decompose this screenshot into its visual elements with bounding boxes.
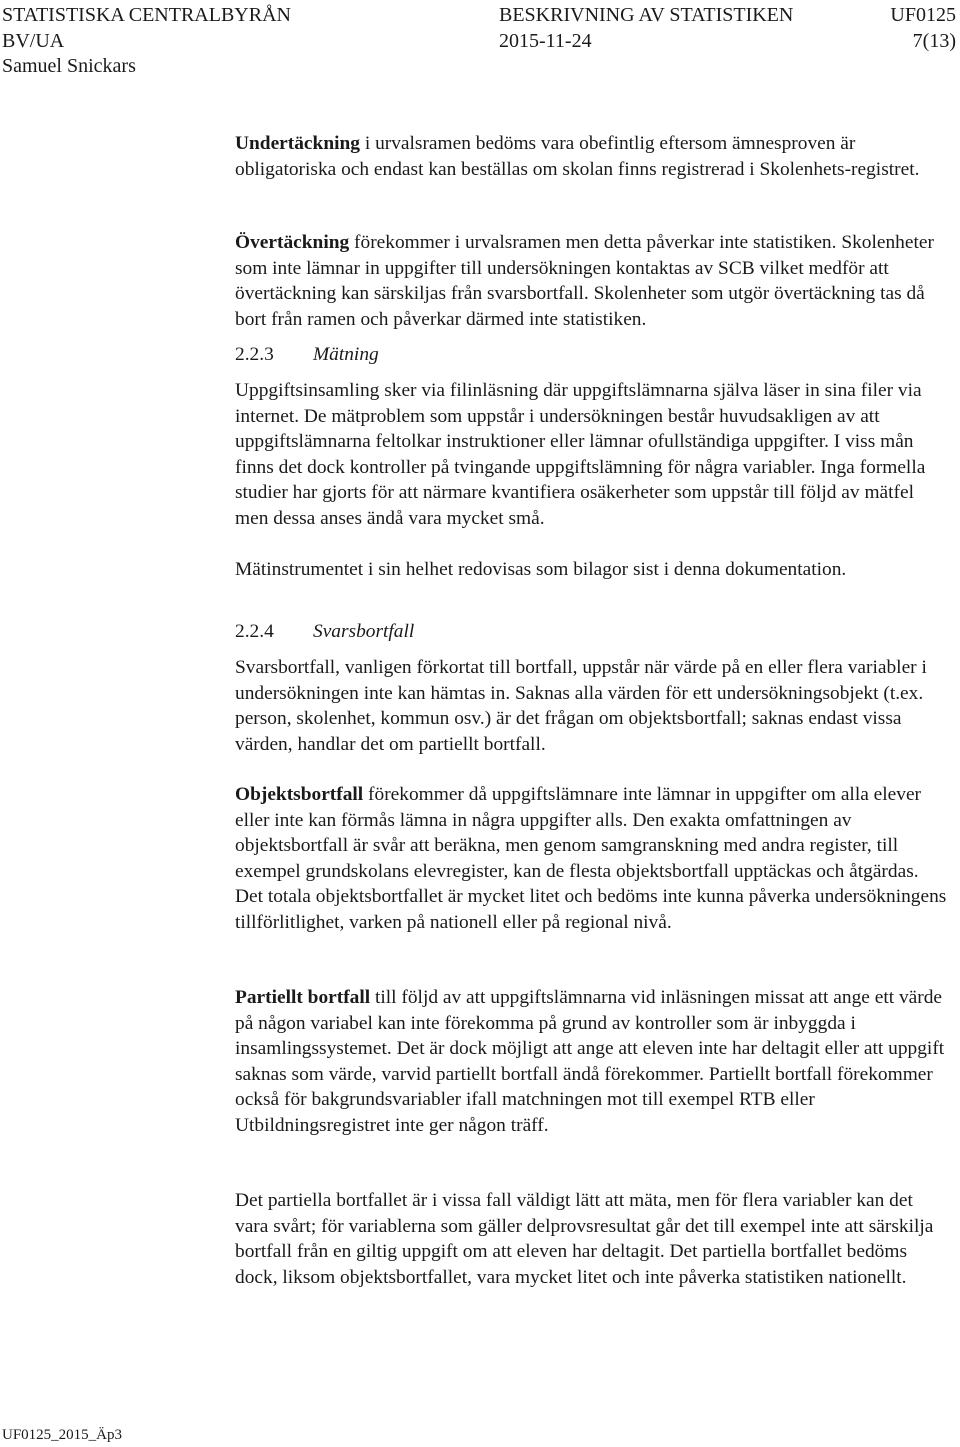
header-doc-id: UF0125 <box>890 4 956 26</box>
term-overtackning: Övertäckning <box>235 232 350 253</box>
paragraph-svarsbortfall: Svarsbortfall, vanligen förkortat till bortfall, uppstår när värde på en eller flera variabler i undersökningen inte kan hämtas in. Saknas alla värden för ett undersökningsobjekt (t.ex. person, skolenhet, kommun osv.) är det frågan om objektsbortfall; saknas endast vissa värden, handlar det om partiellt bortfall. <box>235 657 927 755</box>
section-title: Svarsbortfall <box>313 621 415 642</box>
paragraph-text: förekommer i urvalsramen men detta påverkar inte statistiken. Skolenheter som inte lämnar in uppgifter till undersökningen kontaktas av SCB vilket medför att övertäckning kan särskiljas från svarsbortfall. Skolenheter som utgör övertäckning tas då bort från ramen och påverkar därmed inte statistiken. <box>235 232 934 330</box>
term-objektsbortfall: Objektsbortfall <box>235 784 364 805</box>
header-org: STATISTISKA CENTRALBYRÅN <box>2 4 291 26</box>
header-doc-type: BESKRIVNING AV STATISTIKEN <box>499 4 794 26</box>
paragraph-text: förekommer då uppgiftslämnare inte lämnar in uppgifter om alla elever eller inte kan förmås lämna in några uppgifter alls. Den exakta omfattningen av objektsbortfall är svår att beräkna, men genom samgranskning med andra register, till exempel grundskolans elevregister, kan de flesta objektsbortfall upptäckas och åtgärdas. Det totala objektsbortfallet är mycket litet och bedöms inte kunna påverka undersökningens tillförlitlighet, varken på nationell eller på regional nivå. <box>235 784 947 933</box>
paragraph-text: i urvalsramen bedöms vara obefintlig eftersom ämnesproven är obligatoriska och endast kan beställas om skolan finns registrerad i Skolenhets-registret. <box>235 133 920 180</box>
header-date: 2015-11-24 <box>499 30 592 52</box>
section-title: Mätning <box>313 344 379 365</box>
term-undertackning: Undertäckning <box>235 133 360 154</box>
header-dept: BV/UA <box>2 30 65 52</box>
paragraph-text: till följd av att uppgiftslämnarna vid inläsningen missat att ange ett värde på någon variabel kan inte förekomma på grund av kontroller som är inbyggda i insamlingssystemet. Det är dock möjligt att ange att eleven inte har deltagit eller att uppgift saknas som värde, varvid partiellt bortfall ändå förekommer. Partiellt bortfall förekommer också för bakgrundsvariabler ifall matchningen mot till exempel RTB eller Utbildningsregistret inte ger någon träff. <box>235 987 945 1136</box>
footer-file-name: UF0125_2015_Äp3 <box>2 1427 123 1443</box>
section-heading-svarsbortfall <box>235 619 414 644</box>
header-page-number: 7(13) <box>912 30 956 52</box>
paragraph-objektsbortfall <box>235 782 947 936</box>
paragraph-matning: Uppgiftsinsamling sker via filinläsning där uppgiftslämnarna själva läser in sina filer via internet. De mätproblem som uppstår i undersökningen består huvudsakligen av att uppgiftslämnarna feltolkar instruktioner eller lämnar ofullständiga uppgifter. I viss mån finns det dock kontroller på tvingande uppgiftslämning för några variabler. Inga formella studier har gjorts för att närmare kvantifiera osäkerheter som uppstår till följd av mätfel men dessa anses ändå vara mycket små. <box>235 380 926 529</box>
section-heading-matning <box>235 342 379 367</box>
header-author: Samuel Snickars <box>2 55 136 77</box>
paragraph-partiella-bortfallet: Det partiella bortfallet är i vissa fall väldigt lätt att mäta, men för flera variabler kan det vara svårt; för variablerna som gäller delprovsresultat går det till exempel inte att särskilja bortfall från en giltig uppgift om att eleven har deltagit. Det partiella bortfallet bedöms dock, liksom objektsbortfallet, vara mycket litet och inte påverka statistiken nationellt. <box>235 1190 934 1288</box>
term-partiellt-bortfall: Partiellt bortfall <box>235 987 371 1008</box>
section-number: 2.2.3 <box>235 344 274 365</box>
paragraph-overtackning <box>235 230 947 332</box>
paragraph-matinstrument: Mätinstrumentet i sin helhet redovisas som bilagor sist i denna dokumentation. <box>235 559 847 580</box>
paragraph-partiellt-bortfall <box>235 985 947 1139</box>
paragraph-undertackning <box>235 131 947 182</box>
section-number: 2.2.4 <box>235 621 274 642</box>
